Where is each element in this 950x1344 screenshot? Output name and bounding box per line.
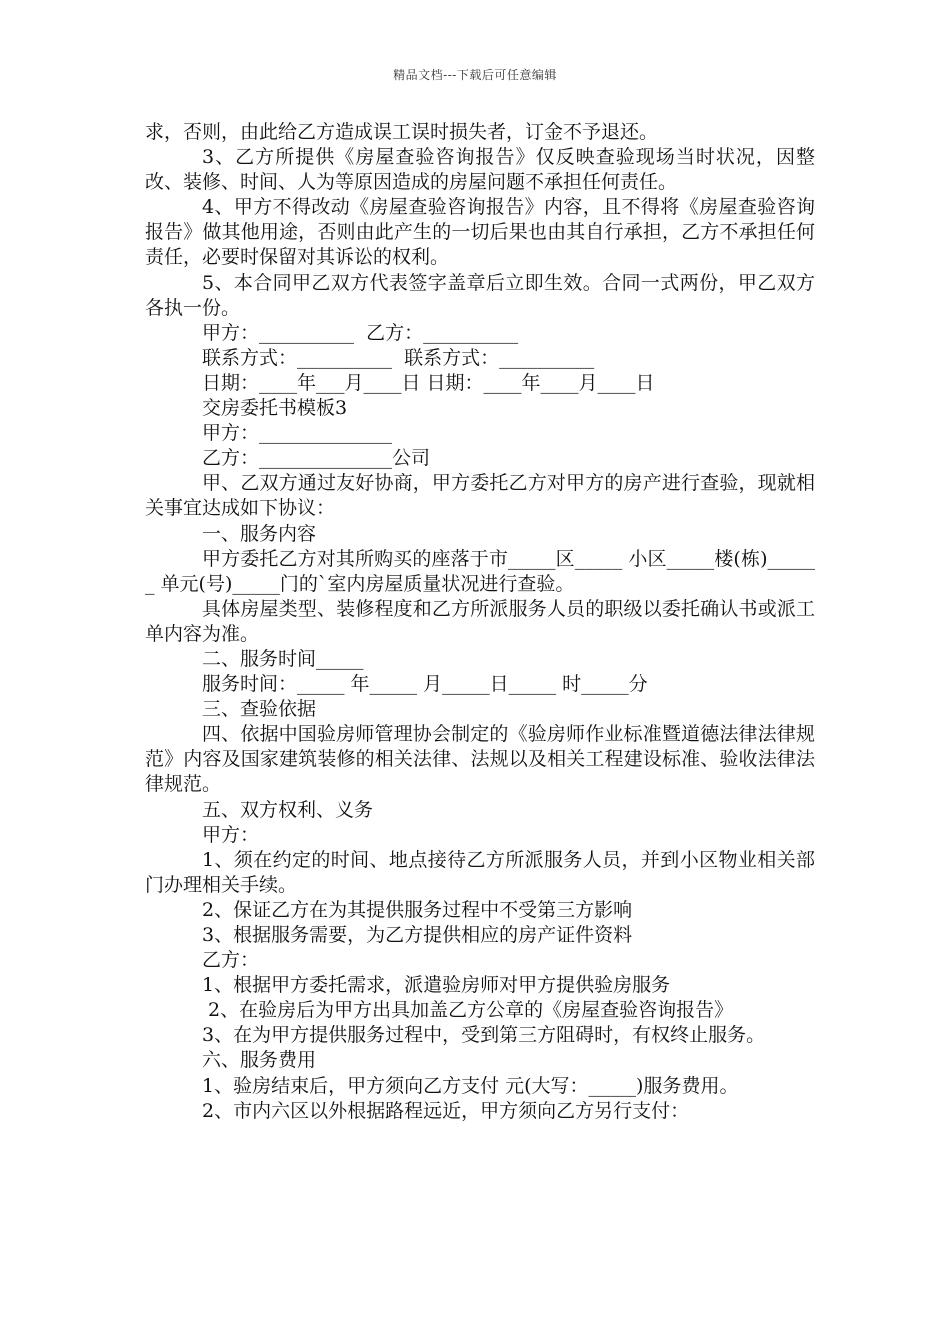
paragraph: 具体房屋类型、装修程度和乙方所派服务人员的职级以委托确认书或派工单内容为准。 — [145, 597, 815, 645]
paragraph: 甲方：______________ — [202, 422, 393, 445]
paragraph: 3、根据服务需要，为乙方提供相应的房产证件资料 — [202, 924, 633, 946]
paragraph: 服务时间：_____ 年_____ 月_____日_____ 时_____分 — [202, 673, 648, 696]
paragraph: 3、乙方所提供《房屋查验咨询报告》仅反映查验现场当时状况，因整改、装修、时间、人为等原因造成的房屋问题不承担任何责任。 — [145, 146, 815, 194]
section-title: 交房委托书模板3 — [202, 397, 348, 420]
paragraph: 5、本合同甲乙双方代表签字盖章后立即生效。合同一式两份，甲乙双方各执一份。 — [145, 271, 815, 319]
section-heading: 六、服务费用 — [202, 1049, 317, 1072]
paragraph: 4、甲方不得改动《房屋查验咨询报告》内容，且不得将《房屋查验咨询报告》做其他用途，否则由此产生的一切后果也由其自行承担，乙方不承担任何责任，必要时保留对其诉讼的权利。 — [145, 196, 815, 269]
section-heading: 一、服务内容 — [202, 522, 317, 545]
paragraph: 日期：____年___月____日 日期：____年____月____日 — [202, 371, 655, 394]
paragraph: 四、依据中国验房师管理协会制定的《验房师作业标准暨道德法律法律规范》内容及国家建筑装修的相关法律、法规以及相关工程建设标准、验收法律法律规范。 — [145, 723, 815, 796]
paragraph: 甲、乙双方通过友好协商，甲方委托乙方对甲方的房产进行查验，现就相关事宜达成如下协议： — [145, 472, 815, 520]
paragraph: 求，否则，由此给乙方造成误工误时损失者，订金不予退还。 — [145, 121, 659, 143]
paragraph: 甲方：__________ 乙方：__________ — [202, 321, 519, 344]
paragraph: 1、验房结束后，甲方须向乙方支付 元(大写：_____)服务费用。 — [202, 1074, 739, 1097]
document-body — [145, 120, 815, 1124]
paragraph: 乙方：______________公司 — [202, 447, 431, 470]
paragraph: 1、须在约定的时间、地点接待乙方所派服务人员，并到小区物业相关部门办理相关手续。 — [145, 848, 815, 896]
paragraph: 1、根据甲方委托需求，派遣验房师对甲方提供验房服务 — [202, 974, 671, 997]
section-heading: 五、双方权利、义务 — [202, 798, 374, 821]
paragraph: 2、市内六区以外根据路程远近，甲方须向乙方另行支付： — [202, 1099, 690, 1122]
section-heading: 二、服务时间_____ — [202, 647, 364, 670]
paragraph: 3、在为甲方提供服务过程中，受到第三方阻碍时，有权终止服务。 — [202, 1024, 766, 1047]
paragraph: 甲方： — [202, 823, 260, 846]
section-heading: 三、查验依据 — [202, 698, 317, 721]
paragraph: 2、保证乙方在为其提供服务过程中不受第三方影响 — [202, 898, 633, 921]
paragraph: 联系方式：__________ 联系方式：__________ — [202, 346, 595, 369]
page-header: 精品文档---下载后可任意编辑 — [393, 68, 557, 82]
paragraph: 甲方委托乙方对其所购买的座落于市_____区_____ 小区_____楼(栋)______ 单元(号)_____门的`室内房屋质量状况进行查验。 — [145, 547, 815, 595]
paragraph: 乙方： — [202, 949, 260, 972]
paragraph: 2、在验房后为甲方出具加盖乙方公章的《房屋查验咨询报告》 — [202, 999, 734, 1022]
